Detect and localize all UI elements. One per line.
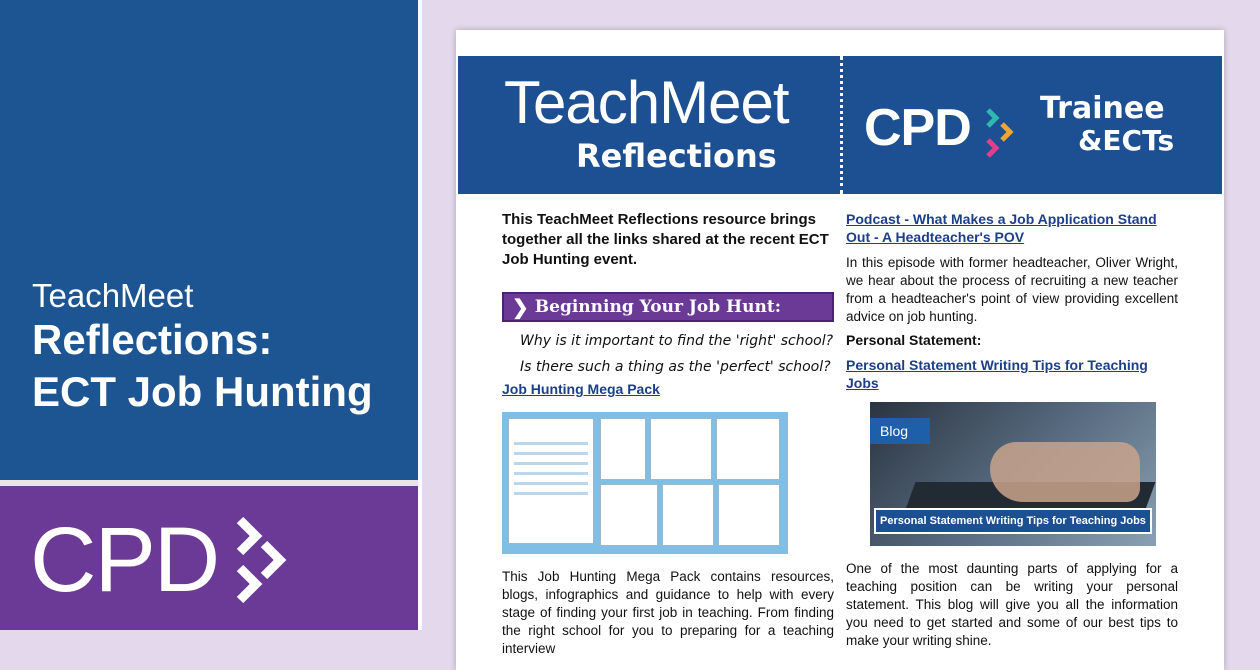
question-right-school: Why is it important to find the 'right' school? xyxy=(520,333,834,349)
question-perfect-school: Is there such a thing as the 'perfect' school? xyxy=(520,359,831,375)
personal-statement-label: Personal Statement: xyxy=(846,332,982,348)
blog-caption: Personal Statement Writing Tips for Teaching Jobs xyxy=(874,508,1152,534)
cpd-arrows-icon xyxy=(226,512,296,608)
resource-document xyxy=(456,30,1224,670)
left-column xyxy=(502,210,834,658)
section-heading-label: Beginning Your Job Hunt: xyxy=(534,297,781,317)
personal-statement-link[interactable]: Personal Statement Writing Tips for Teaching Jobs xyxy=(846,357,1148,391)
cpd-logo xyxy=(30,510,296,610)
section-heading-job-hunt xyxy=(502,292,834,322)
left-title xyxy=(32,278,373,418)
personal-statement-description: One of the most daunting parts of applying for a teaching position can be writing your personal statement. This blog will give you all the information you need to get started and some of our best tips to make your writing shine. xyxy=(846,561,1178,648)
right-column xyxy=(846,210,1178,650)
intro-text: This TeachMeet Reflections resource brings together all the links shared at the recent ECT Job Hunting event. xyxy=(502,211,829,268)
cpd-colored-arrows-icon xyxy=(982,106,1022,162)
ects-line: &ECTs xyxy=(1078,124,1175,157)
left-title-line1: TeachMeet xyxy=(32,277,194,314)
job-hunting-mega-pack-link[interactable]: Job Hunting Mega Pack xyxy=(502,381,660,397)
mega-pack-preview-image[interactable] xyxy=(502,412,788,554)
podcast-description: In this episode with former headteacher, Oliver Wright, we hear about the process of recruiting a new teacher from a headteacher's point of view providing excellent advice on job hunting. xyxy=(846,255,1178,324)
chevron-right-icon: ❯ xyxy=(512,296,529,319)
left-title-line3: ECT Job Hunting xyxy=(32,368,373,415)
cpd-logo-text: CPD xyxy=(30,509,219,611)
cpd-header-text: CPD xyxy=(864,99,971,157)
mega-pack-description: This Job Hunting Mega Pack contains resources, blogs, infographics and guidance to help with every stage of finding your first job in teaching. From finding the right school for you to preparing for a teaching interview xyxy=(502,569,834,656)
panel-divider xyxy=(418,0,422,630)
left-title-line2: Reflections: xyxy=(32,316,273,363)
reflections-brand: Reflections xyxy=(576,137,777,175)
trainee-ects-label xyxy=(1040,92,1174,156)
trainee-line: Trainee xyxy=(1040,91,1165,126)
podcast-link[interactable]: Podcast - What Makes a Job Application Stand Out - A Headteacher's POV xyxy=(846,211,1157,245)
blog-preview-image[interactable] xyxy=(870,402,1156,546)
header-dotted-divider xyxy=(840,56,843,194)
teachmeet-brand: TeachMeet xyxy=(504,69,789,136)
blog-tag: Blog xyxy=(870,418,930,444)
document-header xyxy=(458,56,1222,194)
